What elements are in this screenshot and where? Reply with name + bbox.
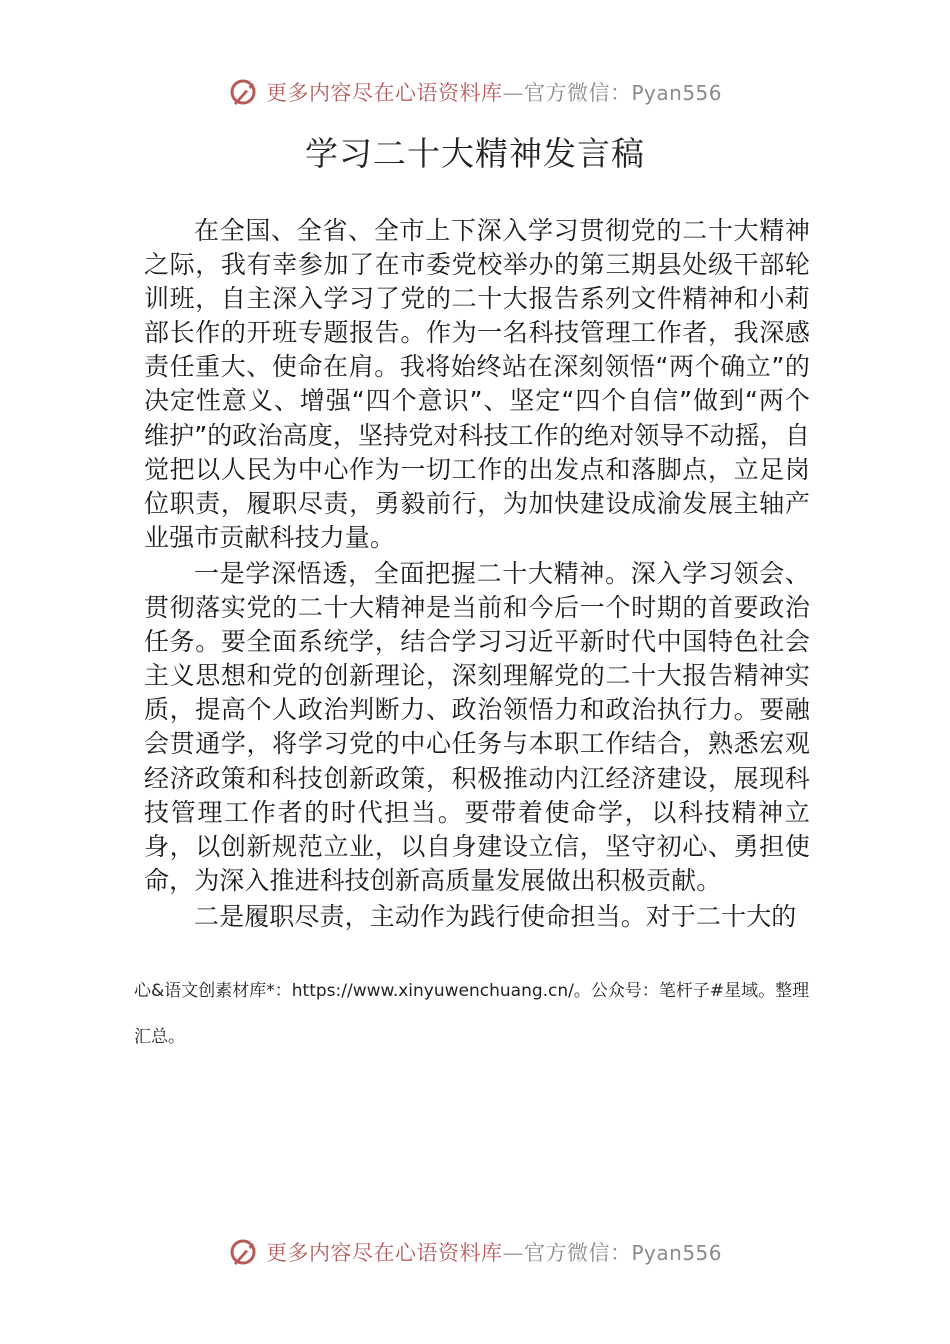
pen-logo-icon: [228, 1237, 258, 1267]
banner-dash: —: [502, 1241, 524, 1265]
paragraph-first-point: 一是学深悟透，全面把握二十大精神。深入学习领会、贯彻落实党的二十大精神是当前和今后一个时期的首要政治任务。要全面系统学，结合学习习近平新时代中国特色社会主义思想和党的创新理论，深刻理解党的二十大报告精神实质，提高个人政治判断力、政治领悟力和政治执行力。要融会贯通学，将学习党的中心任务与本职工作结合，熟悉宏观经济政策和科技创新政策，积极推动内江经济建设，展现科技管理工作者的时代担当。要带着使命学，以科技精神立身，以创新规范立业，以自身建设立信，坚守初心、勇担使命，为深入推进科技创新高质量发展做出积极贡献。: [144, 558, 810, 895]
banner-wechat-id: Pyan556: [631, 81, 722, 105]
source-note: 心&语文创素材库*：https://www.xinyuwenchuang.cn/。公众号：笔杆子#星域。整理汇总。: [134, 981, 810, 1047]
banner-label: 官方微信：: [523, 81, 632, 105]
paragraph-intro: 在全国、全省、全市上下深入学习贯彻党的二十大精神之际，我有幸参加了在市委党校举办的第三期县处级干部轮训班，自主深入学习了党的二十大报告系列文件精神和小莉部长作的开班专题报告。作为一名科技管理工作者，我深感责任重大、使命在肩。我将始终站在深刻领悟“两个确立”的决定性意义、增强“四个意识”、坚定“四个自信”做到“两个维护”的政治高度，坚持党对科技工作的绝对领导不动摇，自觉把以人民为中心作为一切工作的出发点和落脚点，立足岗位职责，履职尽责，勇毅前行，为加快建设成渝发展主轴产业强市贡献科技力量。: [144, 216, 810, 552]
banner-text: [266, 77, 722, 107]
banner-main-text: 更多内容尽在心语资料库: [265, 81, 503, 105]
footer-banner: [0, 1232, 950, 1272]
banner-text: [266, 1237, 722, 1267]
pen-logo-icon: [228, 77, 258, 107]
banner-wechat-id: Pyan556: [631, 1241, 722, 1265]
banner-dash: —: [502, 81, 524, 105]
document-body: [144, 214, 810, 934]
header-banner: [0, 72, 950, 112]
document-title: 学习二十大精神发言稿: [305, 134, 645, 173]
banner-label: 官方微信：: [523, 1241, 632, 1265]
banner-main-text: 更多内容尽在心语资料库: [265, 1241, 503, 1265]
paragraph-second-point: 二是履职尽责，主动作为践行使命担当。对于二十大的: [194, 901, 797, 931]
